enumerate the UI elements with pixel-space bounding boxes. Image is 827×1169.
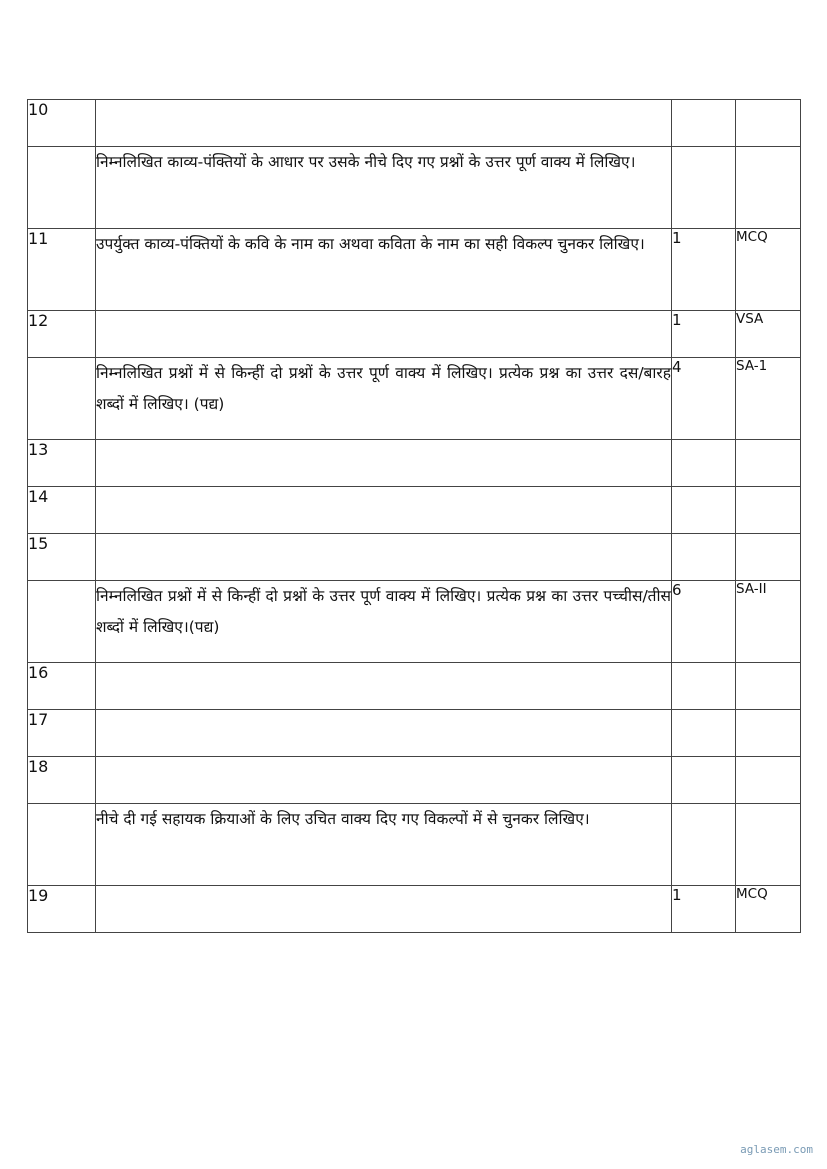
marks-cell — [672, 147, 736, 229]
question-text — [96, 757, 672, 804]
question-text: निम्नलिखित प्रश्नों में से किन्हीं दो प्रश्नों के उत्तर पूर्ण वाक्य में लिखिए। प्रत्येक प्रश्न का उत्तर दस/बारह शब्दों में लिखिए। (पद्य) — [96, 358, 672, 440]
type-cell: SA-1 — [736, 358, 801, 440]
type-cell — [736, 804, 801, 886]
marks-cell: 6 — [672, 581, 736, 663]
question-text — [96, 487, 672, 534]
question-number: 11 — [28, 229, 96, 311]
marks-cell: 1 — [672, 311, 736, 358]
table-row — [28, 534, 801, 581]
marks-cell: 4 — [672, 358, 736, 440]
marks-cell: 1 — [672, 886, 736, 933]
question-number: 15 — [28, 534, 96, 581]
question-number — [28, 358, 96, 440]
question-number: 14 — [28, 487, 96, 534]
table-row — [28, 581, 801, 663]
question-text — [96, 886, 672, 933]
table-row — [28, 804, 801, 886]
marks-cell — [672, 757, 736, 804]
question-text: निम्नलिखित काव्य-पंक्तियों के आधार पर उसके नीचे दिए गए प्रश्नों के उत्तर पूर्ण वाक्य में लिखिए। — [96, 147, 672, 229]
table-row — [28, 440, 801, 487]
question-table — [27, 99, 801, 933]
question-number: 12 — [28, 311, 96, 358]
table-row — [28, 487, 801, 534]
watermark-text: aglasem.com — [740, 1143, 813, 1156]
table-row — [28, 757, 801, 804]
question-text — [96, 100, 672, 147]
table-row — [28, 663, 801, 710]
question-text: निम्नलिखित प्रश्नों में से किन्हीं दो प्रश्नों के उत्तर पूर्ण वाक्य में लिखिए। प्रत्येक प्रश्न का उत्तर पच्चीस/तीस शब्दों में लिखिए।(पद्य) — [96, 581, 672, 663]
question-number: 17 — [28, 710, 96, 757]
marks-cell — [672, 440, 736, 487]
question-number — [28, 581, 96, 663]
type-cell — [736, 100, 801, 147]
table-row — [28, 147, 801, 229]
marks-cell — [672, 804, 736, 886]
question-text — [96, 710, 672, 757]
table-row — [28, 311, 801, 358]
question-text — [96, 311, 672, 358]
question-text — [96, 440, 672, 487]
marks-cell — [672, 100, 736, 147]
table-row — [28, 100, 801, 147]
question-number: 13 — [28, 440, 96, 487]
type-cell: SA-II — [736, 581, 801, 663]
question-number: 16 — [28, 663, 96, 710]
question-number: 19 — [28, 886, 96, 933]
table-row — [28, 886, 801, 933]
marks-cell: 1 — [672, 229, 736, 311]
table-row — [28, 358, 801, 440]
type-cell — [736, 487, 801, 534]
question-number: 10 — [28, 100, 96, 147]
marks-cell — [672, 710, 736, 757]
marks-cell — [672, 663, 736, 710]
question-text: नीचे दी गई सहायक क्रियाओं के लिए उचित वाक्य दिए गए विकल्पों में से चुनकर लिखिए। — [96, 804, 672, 886]
table-row — [28, 710, 801, 757]
type-cell — [736, 663, 801, 710]
type-cell: VSA — [736, 311, 801, 358]
marks-cell — [672, 487, 736, 534]
question-number — [28, 804, 96, 886]
question-text — [96, 663, 672, 710]
type-cell — [736, 147, 801, 229]
question-number: 18 — [28, 757, 96, 804]
question-number — [28, 147, 96, 229]
type-cell — [736, 757, 801, 804]
marks-cell — [672, 534, 736, 581]
table-row — [28, 229, 801, 311]
type-cell: MCQ — [736, 229, 801, 311]
type-cell — [736, 710, 801, 757]
type-cell — [736, 534, 801, 581]
type-cell: MCQ — [736, 886, 801, 933]
question-text: उपर्युक्त काव्य-पंक्तियों के कवि के नाम का अथवा कविता के नाम का सही विकल्प चुनकर लिखिए। — [96, 229, 672, 311]
question-text — [96, 534, 672, 581]
type-cell — [736, 440, 801, 487]
